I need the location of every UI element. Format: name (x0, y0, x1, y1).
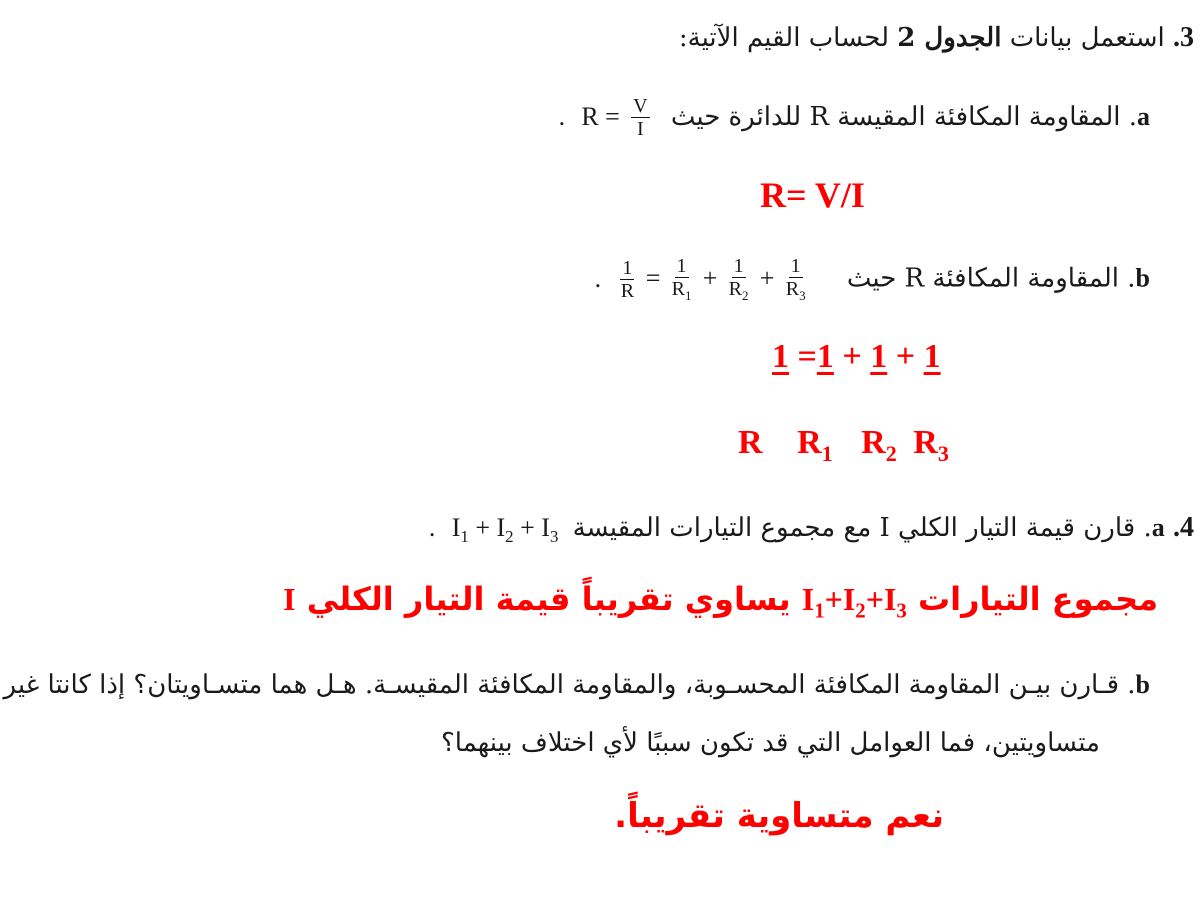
fraction-1-over-r2 (729, 256, 749, 303)
subscript: 1 (814, 599, 825, 623)
answer-3b-den-r1 (797, 424, 833, 466)
question-4a-letter: a (1151, 513, 1165, 542)
answer-4a-total-current: I (283, 581, 296, 617)
question-4a (429, 512, 1194, 547)
question-3a-end: . (558, 102, 566, 131)
subscript: 2 (505, 527, 514, 547)
answer-4a-currents-sum (802, 581, 907, 623)
question-3 (679, 22, 1194, 54)
plus-sign: + (759, 263, 775, 293)
fraction-numerator: 1 (622, 256, 633, 279)
current-i2: I (496, 513, 506, 542)
fraction-numerator: 1 (733, 255, 744, 277)
question-3a-formula (581, 96, 652, 140)
plus-sign: + (468, 513, 497, 542)
denominator-symbol: R (785, 278, 800, 300)
fraction-numerator: 1 (790, 255, 801, 277)
answer-4a (283, 580, 1158, 623)
current-i1: I (451, 513, 461, 542)
question-3a (559, 96, 1150, 140)
fraction-v-over-i (631, 96, 649, 140)
denominator-symbol: R (671, 278, 685, 300)
answer-3b-num-r: 1 (772, 338, 789, 375)
answer-3b-plus-1: + (833, 338, 871, 375)
question-3a-letter: a (1137, 102, 1150, 131)
answer-3b-numerators (772, 338, 941, 376)
den-symbol: R (913, 424, 938, 461)
current-i3: I (541, 513, 550, 542)
fraction-denominator: R (620, 279, 635, 302)
question-3-text-pre: استعمل بيانات (1001, 23, 1165, 53)
fraction-denominator: I (637, 118, 644, 140)
question-3b (595, 256, 1150, 303)
fraction-numerator: 1 (676, 255, 687, 277)
answer-4b: نعم متساوية تقريباً. (614, 796, 944, 836)
fraction-numerator: V (633, 95, 648, 117)
current-i1: I (801, 581, 815, 617)
answer-4a-part2: يساوي تقريباً قيمة التيار الكلي (306, 580, 791, 618)
question-3b-formula (617, 256, 808, 303)
question-4b-text-2: متساويتين، فما العوامل التي قد تكون سببًا لأي اختلاف بينهما؟ (441, 728, 1100, 758)
answer-3b-den-r: R (738, 424, 763, 461)
answer-3b-denominators (738, 424, 949, 467)
fraction-denominator (729, 278, 749, 303)
answer-3b-den-r2 (861, 424, 897, 466)
question-3-text-post: لحساب القيم الآتية: (678, 23, 898, 53)
subscript: 3 (937, 440, 949, 466)
fraction-denominator (786, 278, 806, 303)
fraction-1-over-r3 (786, 256, 806, 303)
question-4b-line1 (3, 670, 1150, 700)
plus-sign: + (865, 581, 884, 617)
denominator-symbol: R (728, 278, 743, 300)
answer-3b-num-r2: 1 (870, 338, 888, 375)
den-symbol: R (797, 424, 822, 461)
answer-4a-part1: مجموع التيارات (917, 580, 1158, 618)
current-i2: I (842, 581, 856, 617)
answer-3b-den-r3 (913, 424, 949, 466)
subscript: 1 (684, 288, 692, 303)
question-4a-end: . (428, 513, 436, 542)
answer-3b-num-r3: 1 (923, 338, 941, 375)
question-4-number: 4. (1173, 512, 1194, 543)
plus-sign: + (513, 513, 542, 542)
formula-lhs: R = (581, 102, 620, 131)
equals-sign: = (645, 263, 661, 293)
answer-3a: R= V/I (760, 175, 865, 215)
subscript: 2 (885, 440, 897, 466)
fraction-1-over-r1 (672, 256, 692, 303)
question-3b-text: . المقاومة المكافئة R حيث (846, 263, 1136, 294)
current-i3: I (883, 581, 897, 617)
question-4a-currents-sum (452, 513, 559, 547)
answer-3b-num-r1: 1 (816, 338, 834, 375)
den-symbol: R (861, 424, 886, 461)
subscript: 1 (821, 440, 833, 466)
answer-3b-plus-2: + (887, 338, 924, 375)
question-4a-text: . قارن قيمة التيار الكلي I مع مجموع التيارات المقيسة (572, 513, 1152, 543)
subscript: 3 (896, 599, 907, 623)
subscript: 2 (742, 288, 749, 303)
question-3-number: 3. (1173, 22, 1194, 53)
question-4b-text-1: . قـارن بيـن المقاومة المكافئة المحسـوبة، والمقاومة المكافئة المقيسـة. هـل هما متسـاويتان؟ إذا كانتا غير (3, 670, 1136, 700)
fraction-denominator (672, 278, 692, 303)
answer-3b-eq: = (789, 338, 817, 375)
question-4b-line2 (441, 728, 1100, 758)
plus-sign: + (702, 263, 718, 293)
question-3a-text: . المقاومة المكافئة المقيسة R للدائرة حيث (670, 102, 1137, 132)
question-3b-letter: b (1135, 263, 1150, 293)
question-3b-end: . (594, 263, 602, 293)
question-4b-letter: b (1135, 670, 1150, 699)
fraction-1-over-r (620, 258, 634, 302)
subscript: 1 (460, 527, 469, 547)
plus-sign: + (824, 581, 843, 617)
subscript: 2 (855, 599, 866, 623)
subscript: 3 (799, 288, 806, 303)
subscript: 3 (549, 527, 559, 547)
question-3-text-bold: الجدول 2 (897, 23, 1002, 53)
